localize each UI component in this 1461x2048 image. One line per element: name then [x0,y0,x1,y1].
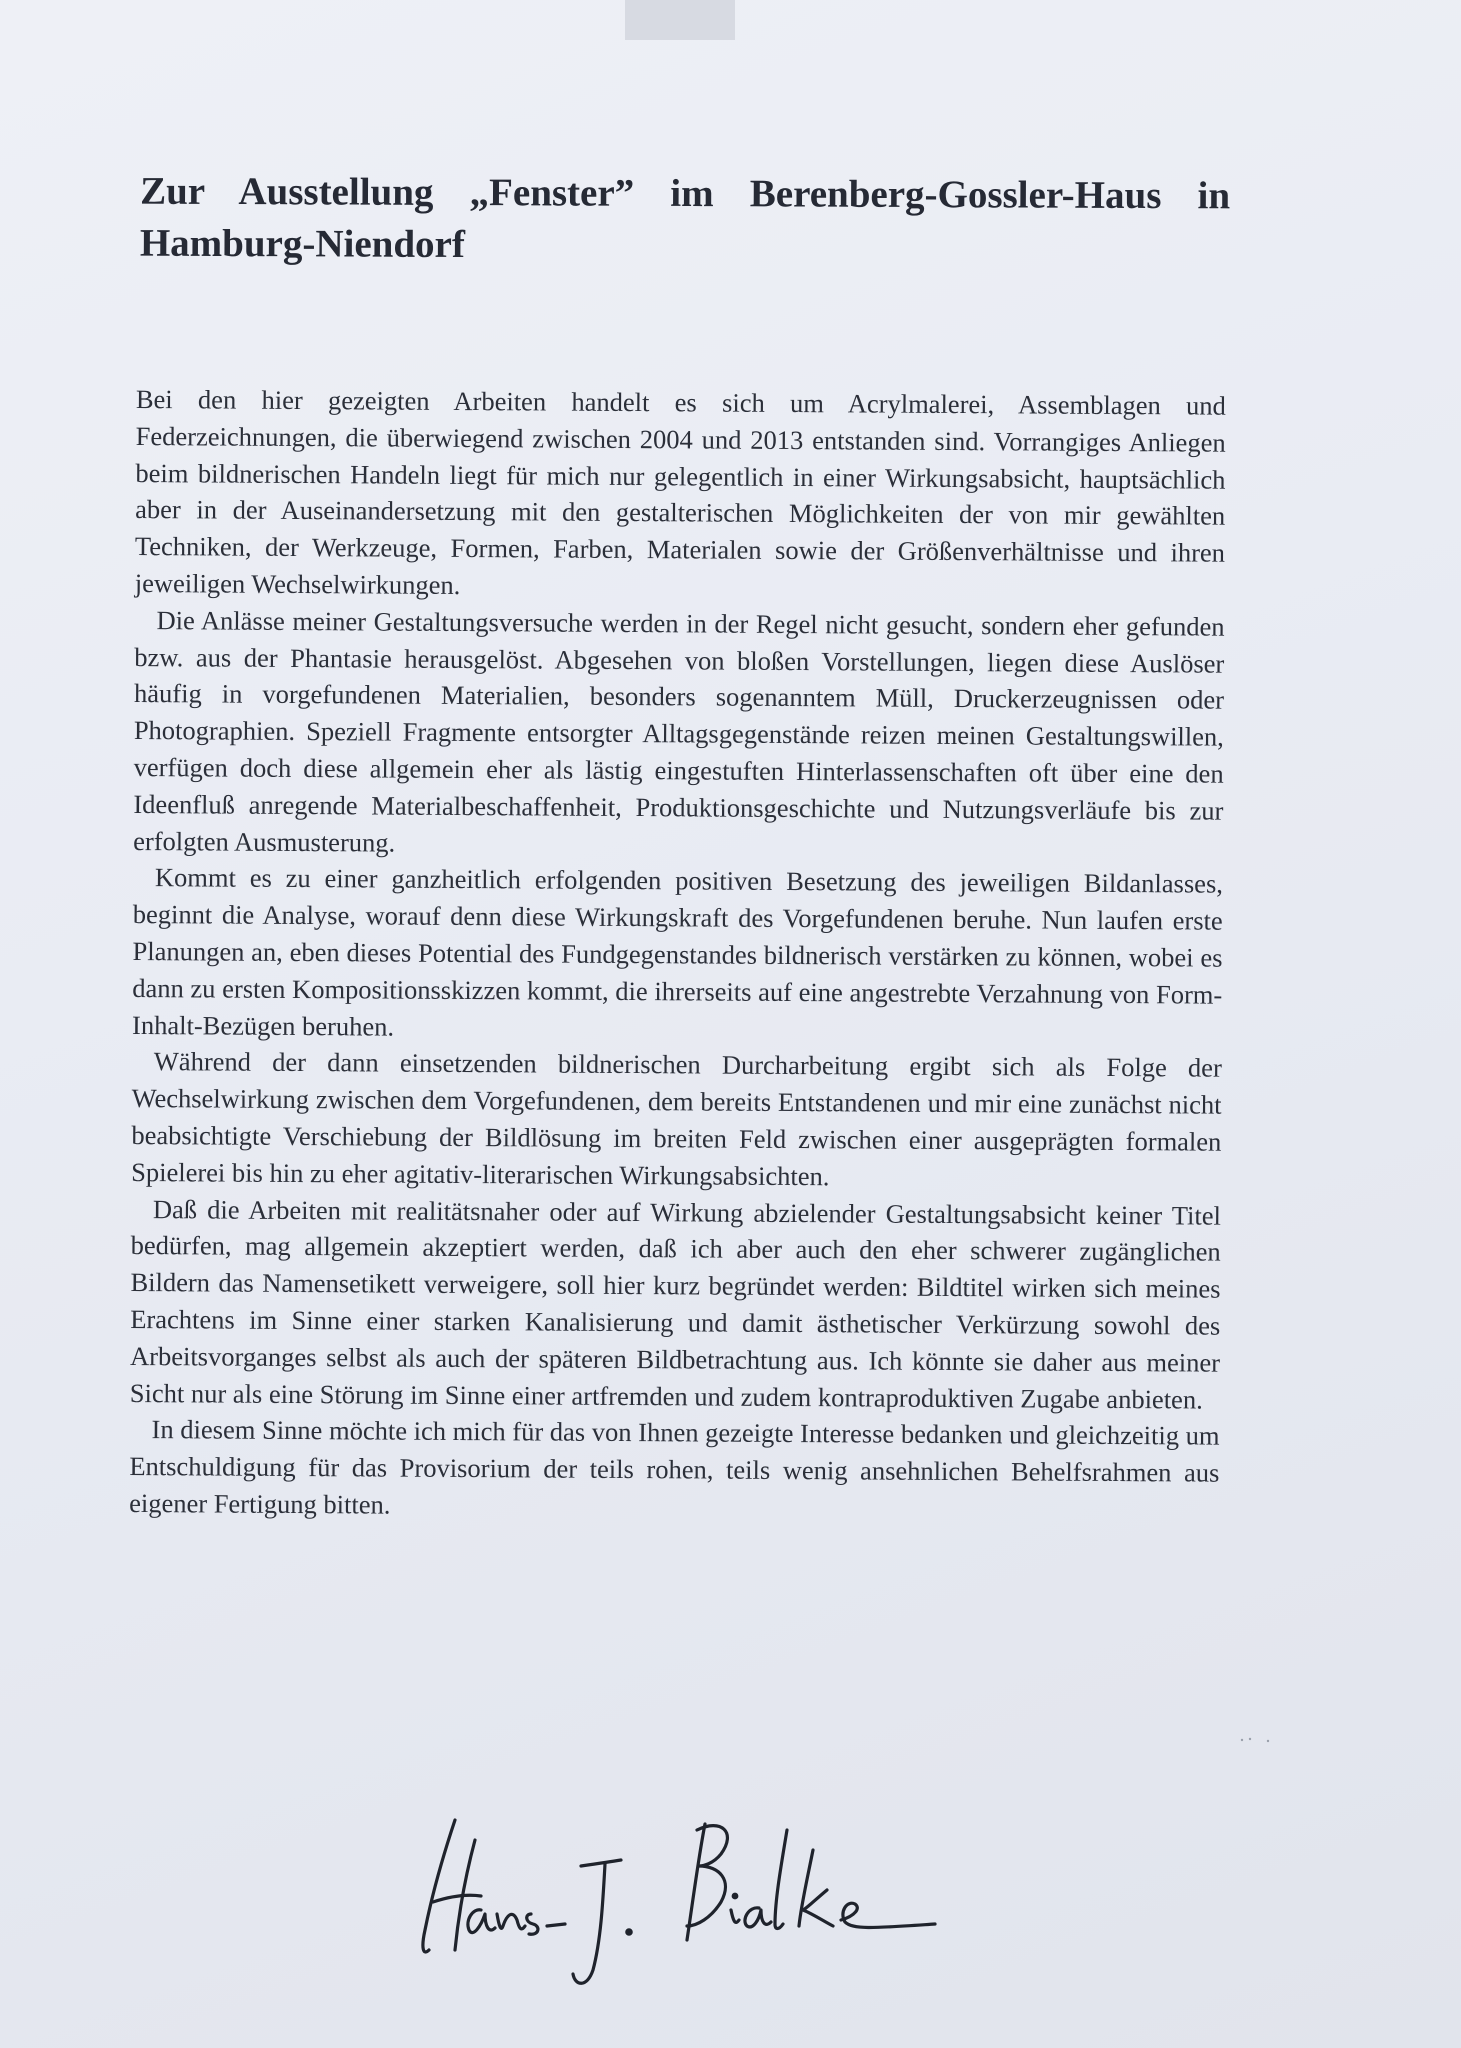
paragraph: Während der dann einsetzenden bildnerischen Durcharbeitung ergibt sich als Folge der Wechselwirkung zwischen dem Vorgefundenen, dem bereits Entstandenen und mir eine zunächst nicht beabsichtigte Verschiebung der Bildlösung im breiten Feld zwischen einer ausgeprägten formalen Spielerei bis hin zu eher agitativ-literarischen Wirkungsabsichten. [131,1046,1222,1191]
paragraph: Die Anlässe meiner Gestaltungsversuche werden in der Regel nicht gesucht, sondern eher gefunden bzw. aus der Phantasie herausgelöst. Abgesehen von bloßen Vorstellungen, liegen diese Auslöser häufig in vorgefundenen Materialien, besonders sogenanntem Müll, Druckerzeugnissen oder Photographien. Speziell Fragmente entsorgter Alltagsgegenstände reizen meinen Gestaltungswillen, verfügen doch diese allgemein eher als lästig eingestuften Hinterlassenschaften oft über eine den Ideenfluß anregende Materialbeschaffenheit, Produktionsgeschichte und Nutzungsverläufe bis zur erfolgten Ausmusterung. [133,604,1225,858]
document-title: Zur Ausstellung „Fenster” im Berenberg-Gossler-Haus in Hamburg-Niendorf [139,169,1231,267]
paragraph: Daß die Arbeiten mit realitätsnaher oder auf Wirkung abzielender Gestaltungsabsicht keiner Titel bedürfen, mag allgemein akzeptiert werden, daß ich aber auch den eher schwerer zugänglichen Bildern das Namensetikett verweigere, soll hier kurz begründet werden: Bildtitel wirken sich meines Erachtens im Sinne einer starken Kanalisierung und damit ästhetischer Verkürzung sowohl des Arbeitsvorganges selbst als auch der späteren Bildbetrachtung aus. Ich könnte sie daher aus meiner Sicht nur als eine Störung im Sinne einer artfremden und zudem kontraproduktiven Zugabe anbieten. [129,1193,1222,1415]
paragraph: Bei den hier gezeigten Arbeiten handelt es sich um Acrylmalerei, Assemblagen und Federzeichnungen, die überwiegend zwischen 2004 und 2013 entstanden sind. Vorrangiges Anliegen beim bildnerischen Handeln liegt für mich nur gelegentlich in einer Wirkungsabsicht, hauptsächlich aber in der Auseinandersetzung mit den gestalterischen Möglichkeiten der von mir gewählten Techniken, der Werkzeuge, Formen, Farben, Materialen sowie der Größenverhältnisse und ihren jeweiligen Wechselwirkungen. [134,383,1226,600]
handwritten-signature [415,1810,955,2000]
document-body [129,381,1226,1528]
stray-marks [1238,1735,1278,1745]
paragraph: Kommt es zu einer ganzheitlich erfolgenden positiven Besetzung des jeweiligen Bildanlasses, beginnt die Analyse, worauf denn diese Wirkungskraft des Vorgefundenen beruhe. Nun laufen erste Planungen an, eben dieses Potential des Fundgegenstandes bildnerisch verstärken zu können, wobei es dann zu ersten Kompositionsskizzen kommt, die ihrerseits auf eine angestrebte Verzahnung von Form-Inhalt-Bezügen beruhen. [131,862,1224,1042]
paper-tab [625,0,735,40]
paragraph: In diesem Sinne möchte ich mich für das von Ihnen gezeigte Interesse bedanken und gleichzeitig um Entschuldigung für das Provisorium der teils rohen, teils wenig ansehnlichen Behelfsrahmen aus eigener Fertigung bitten. [129,1414,1220,1520]
